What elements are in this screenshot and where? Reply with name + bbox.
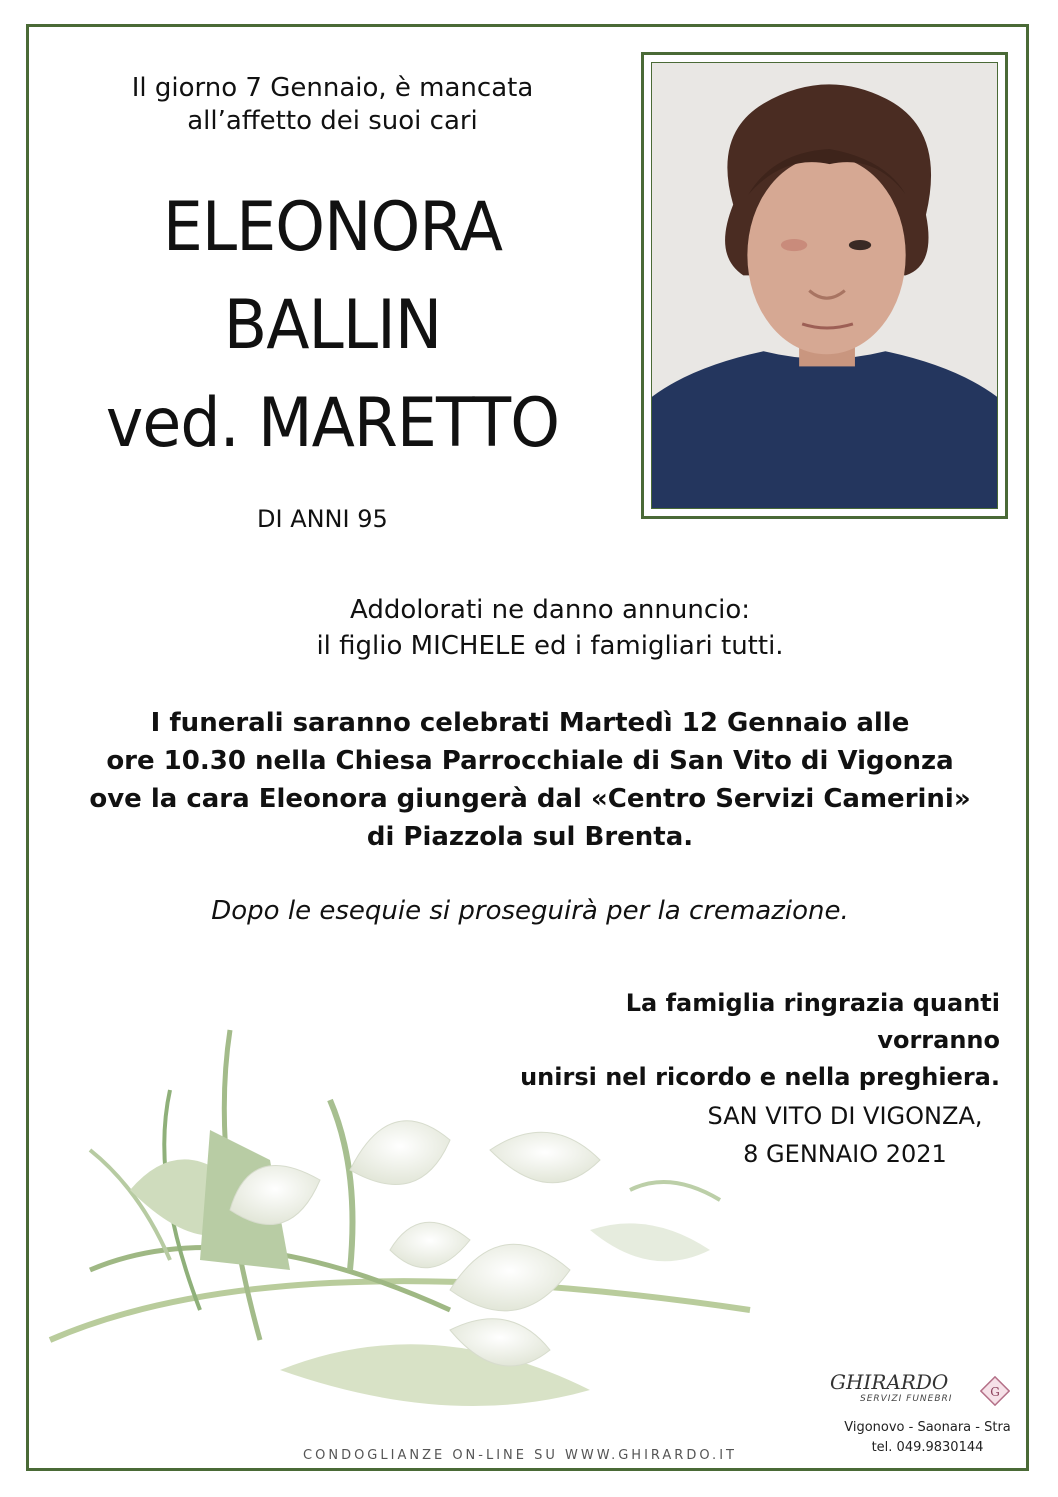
funeral-line-2: ore 10.30 nella Chiesa Parrocchiale di San Vito di Vigonza xyxy=(106,746,954,776)
funeral-line-1: I funerali saranno celebrati Martedì 12 Gennaio alle xyxy=(150,708,910,738)
condolences-footer: CONDOGLIANZE ON-LINE SU WWW.GHIRARDO.IT xyxy=(303,1448,737,1463)
announcement-line-1: Addolorati ne danno annuncio: xyxy=(349,595,751,625)
logo-diamond-icon xyxy=(980,1376,1010,1406)
intro-line-2: all’affetto dei suoi cari xyxy=(187,106,478,136)
funeral-home-logo xyxy=(830,1370,1025,1458)
logo-locations: Vigonovo - Saonara - Stra xyxy=(844,1420,1011,1435)
married-name: ved. MARETTO xyxy=(105,384,560,463)
age: DI ANNI 95 xyxy=(257,505,388,533)
first-name: ELEONORA xyxy=(162,188,503,267)
place: SAN VITO DI VIGONZA, xyxy=(707,1102,983,1130)
funeral-details xyxy=(60,704,1000,856)
calla-lily-bouquet-image xyxy=(30,1010,780,1460)
intro-line-1: Il giorno 7 Gennaio, è mancata xyxy=(131,73,534,103)
announcement-line-2: il figlio MICHELE ed i famigliari tutti. xyxy=(316,631,784,661)
svg-text:G: G xyxy=(990,1385,1000,1399)
death-notice-intro xyxy=(60,72,605,138)
logo-subtitle: SERVIZI FUNEBRI xyxy=(860,1394,953,1404)
surname: BALLIN xyxy=(223,286,442,365)
portrait-frame xyxy=(641,52,1008,519)
funeral-line-4: di Piazzola sul Brenta. xyxy=(366,822,694,852)
portrait-photo xyxy=(651,62,998,509)
announcement xyxy=(300,592,800,664)
logo-name: GHIRARDO xyxy=(830,1370,949,1394)
thanks-line-2: unirsi nel ricordo e nella preghiera. xyxy=(520,1063,1000,1091)
thanks-line-1: La famiglia ringrazia quanti vorranno xyxy=(625,989,1000,1054)
date: 8 GENNAIO 2021 xyxy=(743,1140,947,1168)
logo-phone: tel. 049.9830144 xyxy=(871,1440,984,1455)
cremation-note: Dopo le esequie si proseguirà per la cremazione. xyxy=(211,896,849,926)
funeral-line-3: ove la cara Eleonora giungerà dal «Centro Servizi Camerini» xyxy=(89,784,971,814)
